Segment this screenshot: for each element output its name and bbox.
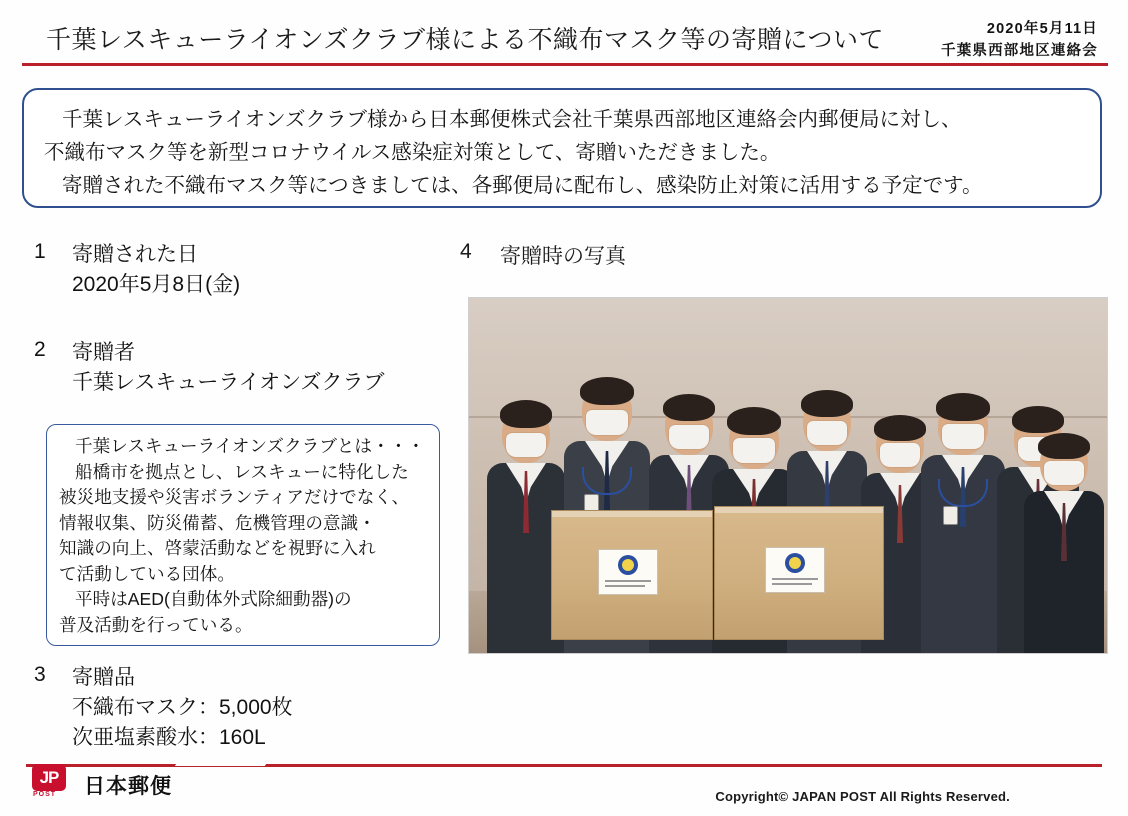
- note-line-3: 被災地支援や災害ボランティアだけでなく、: [59, 487, 410, 507]
- label-text-line: [605, 585, 645, 587]
- lead-line-3: 寄贈された不織布マスク等につきましては、各郵便局に配布し、感染防止対策に活用する予定です。: [62, 174, 983, 198]
- note-line-1: 千葉レスキューライオンズクラブとは・・・: [75, 436, 425, 456]
- face-mask: [1044, 461, 1084, 485]
- hair: [580, 377, 634, 405]
- donation-photo: [468, 297, 1108, 654]
- label-text-line: [605, 580, 651, 582]
- face-mask: [733, 438, 775, 463]
- hair: [936, 393, 990, 421]
- hair: [1038, 433, 1090, 459]
- lead-line-1: 千葉レスキューライオンズクラブ様から日本郵便株式会社千葉県西部地区連絡会内郵便局に対し、: [62, 108, 962, 131]
- jp-post-text: POST: [33, 791, 57, 798]
- section-4-title: 寄贈時の写真: [500, 245, 626, 268]
- note-line-5: 知識の向上、啓蒙活動などを視野に入れ: [59, 538, 376, 558]
- lions-club-logo-icon: [618, 555, 638, 575]
- lead-line-2: 不織布マスク等を新型コロナウイルス感染症対策として、寄贈いただきました。: [44, 141, 781, 165]
- jp-mark: JP: [32, 764, 66, 791]
- header-meta: [941, 18, 1098, 63]
- copyright-text: Copyright© JAPAN POST All Rights Reserved.: [715, 789, 1010, 804]
- donation-box-right: [714, 506, 884, 640]
- id-badge: [943, 506, 958, 525]
- lions-club-logo-icon: [785, 553, 805, 573]
- section-2-body: 千葉レスキューライオンズクラブ: [72, 370, 385, 394]
- section-1: [28, 240, 240, 300]
- label-text-line: [772, 578, 818, 580]
- hair: [874, 415, 926, 441]
- footer-divider: [26, 764, 1102, 767]
- note-line-2: 船橋市を拠点とし、レスキューに特化した: [75, 461, 409, 482]
- lead-callout-box: [22, 88, 1102, 208]
- lead-text: [44, 103, 1086, 203]
- note-line-6: て活動している団体。: [59, 563, 235, 584]
- section-3-number: 3: [34, 663, 46, 686]
- japan-post-brand-name: 日本郵便: [84, 775, 172, 798]
- face-mask: [506, 433, 546, 457]
- club-description-box: [46, 424, 440, 646]
- note-line-4: 情報収集、防災備蓄、危機管理の意識・: [59, 512, 376, 533]
- box-label: [598, 549, 658, 595]
- section-1-title: 寄贈された日: [72, 243, 198, 266]
- hair: [801, 390, 853, 417]
- section-3-body-line-1: 不織布マスク：5,000枚: [72, 695, 293, 719]
- page-title: 千葉レスキューライオンズクラブ様による不織布マスク等の寄贈について: [46, 26, 885, 54]
- section-2-title: 寄贈者: [72, 341, 135, 364]
- club-description-text: [47, 425, 439, 638]
- header-date: 2020年5月11日: [986, 21, 1098, 37]
- section-2-number: 2: [34, 338, 46, 361]
- face-mask: [807, 421, 847, 445]
- face-mask: [669, 425, 709, 449]
- section-3-body-line-2: 次亜塩素酸水：160L: [72, 726, 266, 750]
- face-mask: [880, 443, 920, 467]
- page-header: [0, 0, 1128, 66]
- section-2: [28, 338, 384, 398]
- section-1-body: 2020年5月8日(金): [72, 272, 241, 296]
- box-label: [765, 547, 825, 593]
- header-org: 千葉県西部地区連絡会: [941, 43, 1098, 60]
- japan-post-logo-icon: [32, 764, 76, 802]
- note-line-8: 普及活動を行っている。: [59, 614, 253, 635]
- header-divider: [22, 63, 1108, 66]
- note-line-7: 平時はAED(自動体外式除細動器)の: [75, 589, 352, 609]
- hair: [663, 394, 715, 421]
- box-tape: [715, 507, 883, 513]
- face-mask: [586, 410, 628, 435]
- section-1-number: 1: [34, 240, 46, 263]
- donation-box-left: [551, 510, 713, 640]
- section-3: [28, 663, 293, 754]
- hair: [727, 407, 781, 435]
- person-figure: [1024, 425, 1104, 653]
- section-4-number: 4: [460, 240, 472, 263]
- label-text-line: [772, 583, 812, 585]
- face-mask: [942, 424, 984, 449]
- box-tape: [552, 511, 712, 517]
- person-figure: [921, 377, 1005, 653]
- hair: [500, 400, 552, 428]
- section-3-title: 寄贈品: [72, 666, 135, 689]
